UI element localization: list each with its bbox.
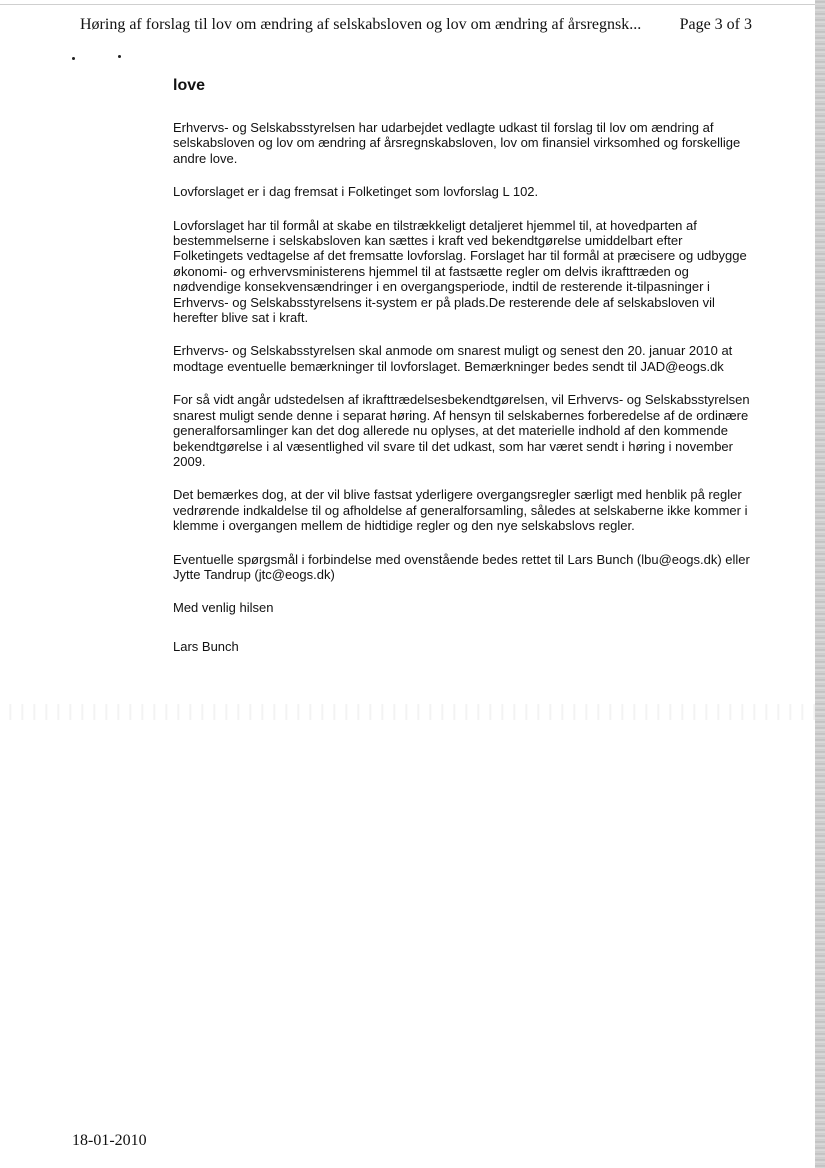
paragraph-transition: Det bemærkes dog, at der vil blive fastsat yderligere overgangsregler særligt med henblik på regler vedrørende indkaldelse til og afholdelse af generalforsamling, således at selskaberne ikke kommer i klemme i overgangen mellem de hidtidige regler og den nye selskabslovs regler. (173, 487, 748, 534)
paragraph-contact: Eventuelle spørgsmål i forbindelse med ovenstående bedes rettet til Lars Bunch (lbu@eogs.dk) eller Jytte Tandrup (jtc@eogs.dk) (173, 551, 750, 582)
paragraph-proposal: Lovforslaget er i dag fremsat i Folketinget som lovforslag L 102. (173, 184, 539, 200)
scan-specks (72, 54, 132, 64)
scan-noise (0, 704, 815, 720)
footer-date: 18-01-2010 (72, 1132, 147, 1149)
scan-edge (815, 0, 825, 1168)
paragraph-intro: Erhvervs- og Selskabsstyrelsen har udarbejdet vedlagte udkast til forslag til lov om ændring af selskabsloven og lov om ændring af årsregnskabsloven, lov om finansiel virksomhed og forskellige andre love. (173, 120, 741, 166)
page-indicator: Page 3 of 3 (679, 16, 752, 33)
scan-speck (72, 57, 75, 60)
top-rule (0, 4, 815, 5)
scan-speck (118, 55, 121, 58)
section-title: love (173, 77, 206, 94)
paragraph-deadline: Erhvervs- og Selskabsstyrelsen skal anmode om snarest muligt og senest den 20. januar 2010 at modtage eventuelle bemærkninger til lovforslaget. Bemærkninger bedes sendt til JAD@eogs.dk (173, 343, 733, 374)
letter-body (173, 76, 753, 677)
paragraph-purpose: Lovforslaget har til formål at skabe en tilstrækkeligt detaljeret hjemmel til, at hovedparten af bestemmelserne i selskabsloven kan sættes i kraft ved bekendtgørelse umiddelbart efter Folketingets vedtagelse af det fremsatte lovforslag. Forslaget har til formål at præcisere og udbygge økonomi- og erhvervsministerens hjemmel til at fastsætte regler om delvis ikrafttræden og nødvendige konsekvensændringer i en overgangsperiode, indtil de resterende it-tilpasninger i Erhvervs- og Selskabsstyrelsens it-system er på plads.De resterende dele af selskabsloven vil herefter blive sat i kraft. (173, 217, 747, 326)
closing-greeting: Med venlig hilsen (173, 600, 274, 616)
signature-name: Lars Bunch (173, 638, 239, 654)
header-title: Høring af forslag til lov om ændring af selskabsloven og lov om ændring af årsregnsk... (80, 16, 642, 33)
paragraph-order: For så vidt angår udstedelsen af ikrafttrædelsesbekendtgørelsen, vil Erhvervs- og Selskabsstyrelsen snarest muligt sende denne i separat høring. Af hensyn til selskabernes forberedelse af de ordinære generalforsamlinger kan det dog allerede nu oplyses, at det materielle indhold af den kommende bekendtgørelse i al væsentlighed vil svare til det udkast, som har været sendt i høring i november 2009. (173, 392, 750, 469)
